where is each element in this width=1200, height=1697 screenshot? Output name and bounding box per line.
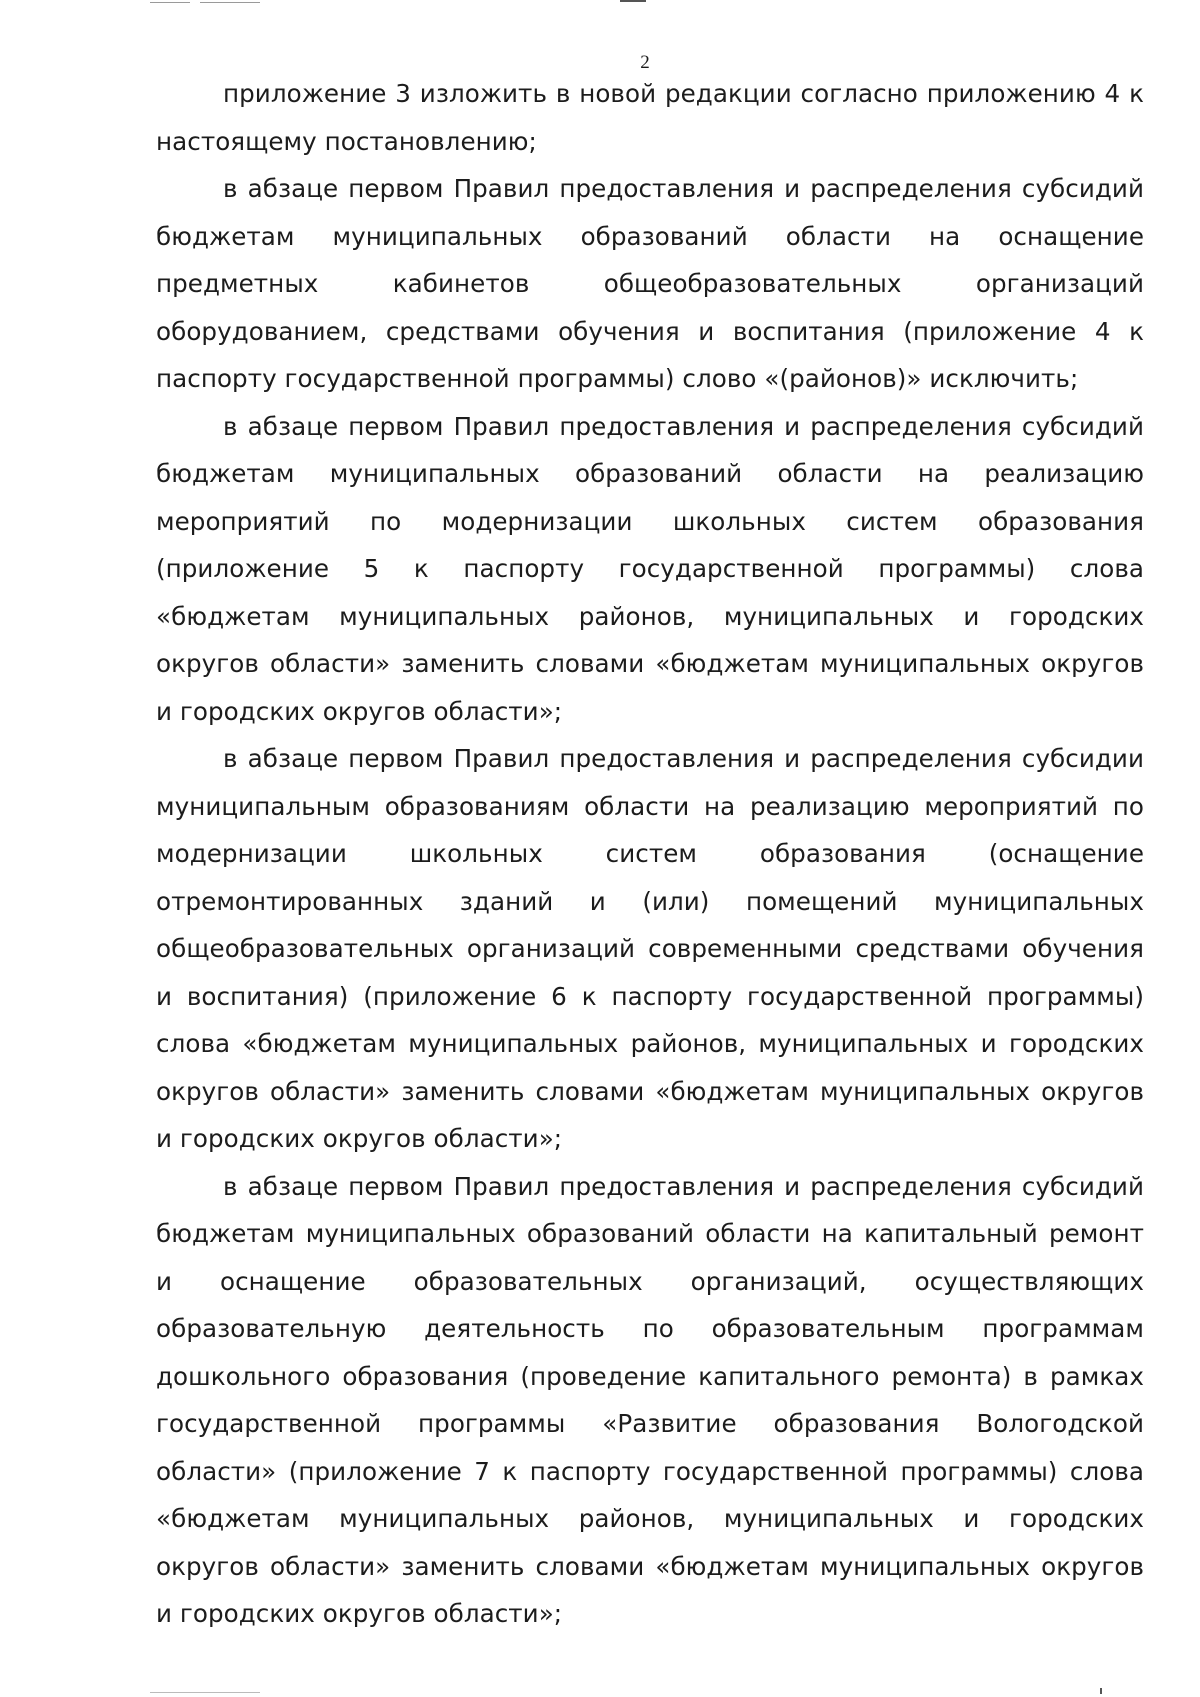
page-number: 2 xyxy=(640,52,650,73)
scan-artifact xyxy=(620,0,646,2)
scan-artifact xyxy=(150,1692,260,1693)
scan-artifact xyxy=(200,2,260,3)
paragraph: приложение 3 изложить в новой редакции согласно приложению 4 к настоящему постановлению; xyxy=(156,79,1144,156)
paragraph: в абзаце первом Правил предоставления и распределения субсидий бюджетам муниципальных образований области на оснащение предметных кабинетов общеобразовательных организаций оборудованием, средствами обучения и воспитания (приложение 4 к паспорту государственной программы) слово «(районов)» исключить; xyxy=(156,174,1144,393)
document-body xyxy=(156,70,1144,1638)
paragraph: в абзаце первом Правил предоставления и распределения субсидии муниципальным образованиям области на реализацию мероприятий по модернизации школьных систем образования (оснащение отремонтированных зданий и (или) помещений муниципальных общеобразовательных организаций современными средствами обучения и воспитания) (приложение 6 к паспорту государственной программы) слова «бюджетам муниципальных районов, муниципальных и городских округов области» заменить словами «бюджетам муниципальных округов и городских округов области»; xyxy=(156,744,1144,1153)
paragraph: в абзаце первом Правил предоставления и распределения субсидий бюджетам муниципальных образований области на реализацию мероприятий по модернизации школьных систем образования (приложение 5 к паспорту государственной программы) слова «бюджетам муниципальных районов, муниципальных и городских округов области» заменить словами «бюджетам муниципальных округов и городских округов области»; xyxy=(156,411,1144,726)
paragraph: в абзаце первом Правил предоставления и распределения субсидий бюджетам муниципальных образований области на капитальный ремонт и оснащение образовательных организаций, осуществляющих образовательную деятельность по образовательным программам дошкольного образования (проведение капитального ремонта) в рамках государственной программы «Развитие образования Вологодской области» (приложение 7 к паспорту государственной программы) слова «бюджетам муниципальных районов, муниципальных и городских округов области» заменить словами «бюджетам муниципальных округов и городских округов области»; xyxy=(156,1171,1144,1628)
scan-artifact xyxy=(150,2,190,3)
scan-artifact xyxy=(1100,1688,1102,1694)
